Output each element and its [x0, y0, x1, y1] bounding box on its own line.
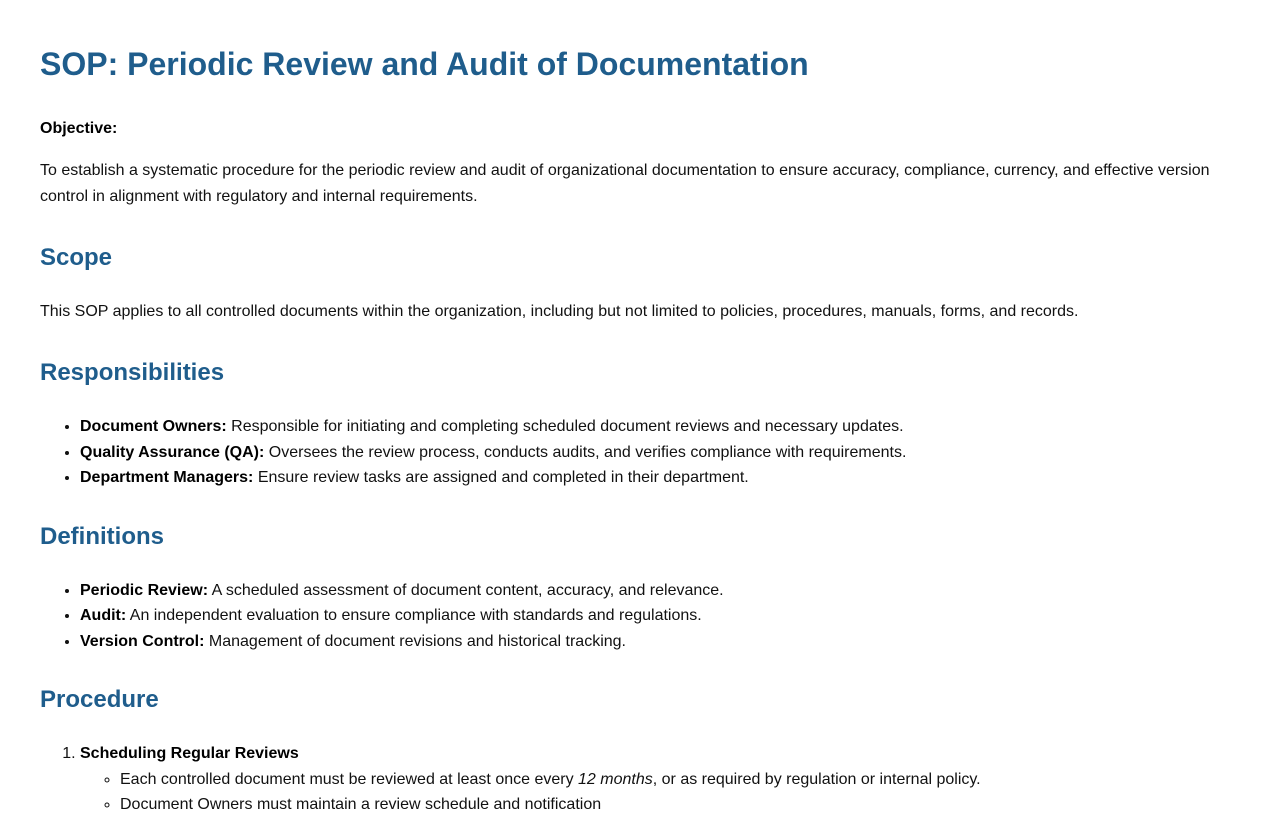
list-item	[80, 414, 1223, 440]
list-item	[80, 440, 1223, 466]
list-item-desc: Ensure review tasks are assigned and completed in their department.	[253, 469, 749, 486]
procedure-step	[80, 741, 1223, 818]
list-item-desc: Responsible for initiating and completing scheduled document reviews and necessary updates.	[226, 418, 904, 435]
page-title: SOP: Periodic Review and Audit of Documentation	[40, 46, 809, 82]
definitions-heading: Definitions	[40, 522, 164, 550]
substep-text: , or as required by regulation or internal policy.	[652, 770, 981, 788]
list-item	[120, 792, 1223, 818]
list-item	[80, 465, 1223, 491]
list-item-desc: An independent evaluation to ensure compliance with standards and regulations.	[126, 607, 702, 624]
substep-text: Document Owners must maintain a review schedule and notification	[120, 796, 602, 813]
list-item	[80, 603, 1223, 629]
procedure-steps	[40, 741, 1223, 818]
procedure-heading: Procedure	[40, 686, 159, 713]
list-item-term: Periodic Review:	[80, 581, 209, 599]
list-item	[80, 629, 1223, 655]
list-item-desc: A scheduled assessment of document content, accuracy, and relevance.	[208, 581, 724, 599]
list-item-term: Version Control:	[80, 632, 205, 650]
substep-emphasis: 12 months	[578, 770, 653, 788]
list-item-term: Audit:	[80, 607, 127, 624]
list-item-term: Quality Assurance (QA):	[80, 443, 265, 461]
responsibilities-list	[40, 414, 1223, 491]
procedure-substeps	[80, 767, 1223, 818]
list-item-term: Document Owners:	[80, 418, 227, 435]
substep-text: Each controlled document must be reviewed at least once every	[120, 770, 579, 788]
list-item	[120, 767, 1223, 793]
responsibilities-heading: Responsibilities	[40, 359, 225, 386]
objective-text: To establish a systematic procedure for the periodic review and audit of organizational documentation to ensure accuracy, compliance, currency, and effective version control in alignment with regulatory and internal requirements.	[40, 162, 1210, 205]
list-item	[80, 578, 1223, 604]
list-item-desc: Management of document revisions and historical tracking.	[204, 632, 626, 650]
objective-label: Objective:	[40, 120, 118, 137]
list-item-term: Department Managers:	[80, 469, 254, 486]
list-item-desc: Oversees the review process, conducts audits, and verifies compliance with requirements.	[264, 443, 907, 461]
procedure-step-title: Scheduling Regular Reviews	[80, 745, 299, 762]
scope-text: This SOP applies to all controlled documents within the organization, including but not limited to policies, procedures, manuals, forms, and records.	[40, 303, 1079, 320]
definitions-list	[40, 578, 1223, 655]
scope-heading: Scope	[40, 244, 113, 271]
